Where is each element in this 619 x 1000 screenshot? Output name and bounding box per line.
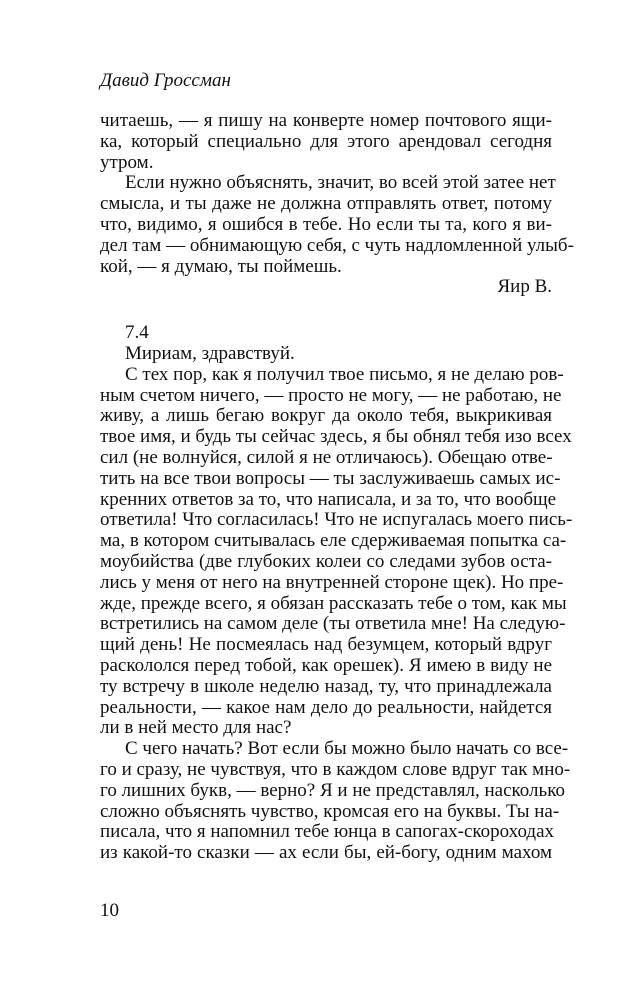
text-line: утром. — [100, 151, 154, 173]
text-line: тить на все твои вопросы — ты заслуживаешь самых ис- — [100, 467, 561, 489]
text-line: 7.4 — [125, 322, 149, 344]
paragraph — [100, 738, 571, 864]
text-line: писала, что я напомнил тебе юнца в сапогах-скороходах — [100, 821, 555, 843]
text-line: лись у меня от него на внутренней стороне щек). Но пре- — [100, 571, 564, 593]
text-line: живу, а лишь бегаю вокруг да около тебя, выкрикивая — [100, 405, 552, 427]
text-line: го лишних букв, — верно? Я и не представлял, насколько — [100, 779, 565, 801]
text-line: ка, который специально для этого арендовал сегодня — [100, 130, 552, 152]
body-text — [100, 110, 574, 864]
paragraph — [100, 363, 573, 739]
text-line: ли в ней место для нас? — [100, 717, 292, 739]
text-line: сложно объяснять чувство, кромсая его на буквы. Ты на- — [100, 800, 560, 822]
text-line: ту встречу в школе неделю назад, ту, что принадлежала — [100, 675, 552, 697]
text-line: Если нужно объяснять, значит, во всей этой затее нет — [125, 172, 556, 194]
text-line: ма, в котором считывалась еле сдерживаемая попытка са- — [100, 530, 567, 552]
page-number: 10 — [100, 900, 119, 921]
paragraph — [100, 111, 552, 173]
text-line: встретились на самом деле (ты ответила мне! На следую- — [100, 613, 566, 635]
text-line: Мириам, здравствуй. — [125, 342, 295, 364]
paragraph — [100, 172, 574, 277]
text-line: щий день! Не посмеялась над безумцем, который вдруг — [100, 634, 552, 656]
text-line: ответила! Что согласилась! Что не испугалась моего пись- — [100, 509, 573, 531]
paragraph — [100, 277, 552, 298]
text-line: читаешь, — я пишу на конверте номер почтового ящи- — [100, 110, 552, 131]
text-line: кой, — я думаю, ты поймешь. — [100, 255, 342, 277]
text-line: моубийства (две глубоких колеи со следами зубов оста- — [100, 550, 552, 572]
text-line: кренних ответов за то, что написала, и за то, что вообще — [100, 488, 557, 510]
text-line: сил (не волнуйся, силой я не отличаюсь). Обещаю отве- — [100, 446, 553, 468]
text-line: С чего начать? Вот если бы можно было начать со все- — [125, 738, 569, 760]
text-line: смысла, и ты даже не должна отправлять ответ, потому — [100, 193, 552, 215]
text-line: жде, прежде всего, я обязан рассказать тебе о том, как мы — [100, 592, 567, 614]
text-line: твое имя, и будь ты сейчас здесь, я бы обнял тебя изо всех — [100, 426, 572, 448]
paragraph — [100, 344, 552, 365]
text-line: реальности, — какое нам дело до реальности, найдется — [100, 696, 552, 718]
text-line: С тех пор, как я получил твое письмо, я не делаю ров- — [125, 363, 564, 385]
text-line: что, видимо, я ошибся в тебе. Но если ты та, кого я ви- — [100, 213, 552, 235]
text-line: ным счетом ничего, — просто не могу, — не работаю, не — [100, 384, 562, 406]
text-line: го и сразу, не чувствуя, что в каждом слове вдруг так мно- — [100, 758, 571, 780]
text-line: из какой-то сказки — ах если бы, ей-богу, одним махом — [100, 842, 552, 864]
text-line: раскололся перед тобой, как орешек). Я имею в виду не — [100, 654, 552, 676]
running-header: Давид Гроссман — [100, 70, 231, 91]
text-line: дел там — обнимающую себя, с чуть надломленной улыб- — [100, 234, 574, 256]
text-line: Яир В. — [497, 276, 552, 298]
paragraph — [100, 323, 552, 344]
